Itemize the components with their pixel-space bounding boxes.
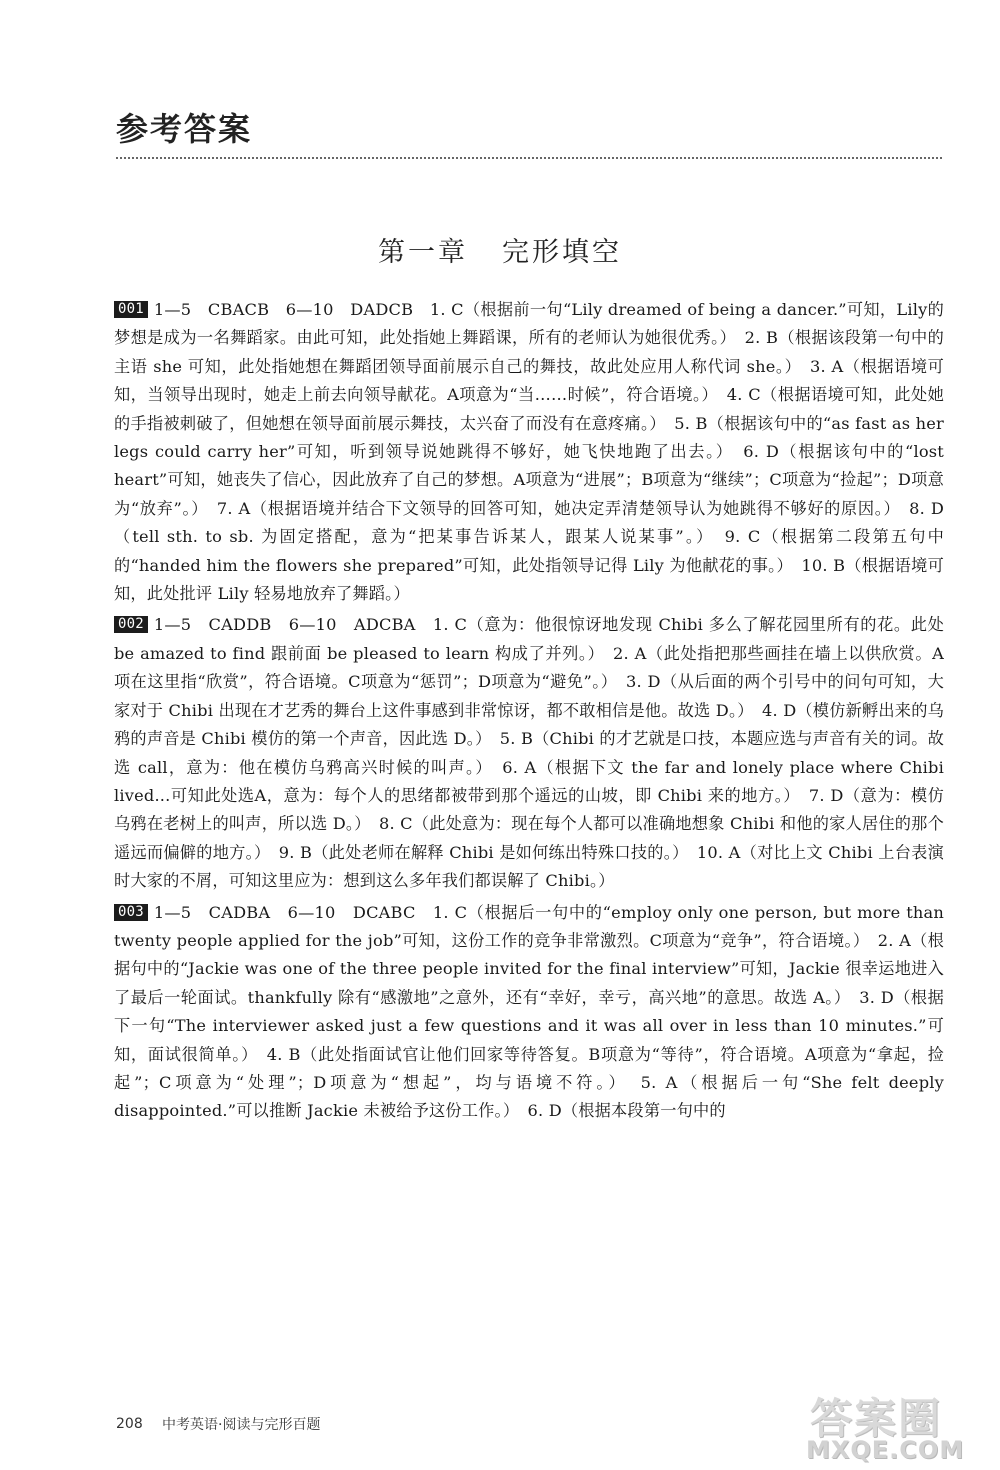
answer-entry-001 — [114, 296, 944, 608]
chapter-name: 完形填空 — [502, 237, 622, 268]
chapter-number: 第一章 — [378, 237, 468, 268]
answer-list — [114, 296, 944, 1126]
title-divider — [116, 157, 942, 159]
page-number: 208 — [116, 1416, 143, 1432]
answer-paragraph — [114, 611, 944, 895]
answer-text: 1—5 CADBA 6—10 DCABC 1. C（根据后一句中的“employ only one person, but more than twenty people applied for the job”可知，这份工作的竞争非常激烈。C项意为“竞争”，符合语境。） 2. A（根据句中的“Jackie was one of the three people invited for the final interview”可知，Jackie 很幸运地进入了最后一轮面试。thankfully 除有“感激地”之意外，还有“幸好，幸亏，高兴地”的意思。故选 A。） 3. D（根据下一句“The interviewer asked just a few questions and it was all over in less than 10 minutes.”可知，面试很简单。） 4. B（此处指面试官让他们回家等待答复。B项意为“等待”，符合语境。A项意为“拿起，捡起”；C项意为“处理”；D项意为“想起”，均与语境不符。） 5. A（根据后一句“She felt deeply disappointed.”可以推断 Jackie 未被给予这份工作。） 6. D（根据本段第一句中的 — [114, 902, 944, 1121]
watermark-chars: 答案圈 — [810, 1394, 943, 1443]
question-number-badge: 003 — [114, 904, 148, 921]
book-title: 中考英语·阅读与完形百题 — [162, 1417, 321, 1433]
answer-entry-002 — [114, 611, 944, 895]
answer-text: 1—5 CBACB 6—10 DADCB 1. C（根据前一句“Lily dreamed of being a dancer.”可知，Lily的梦想是成为一名舞蹈家。由此可知，此处指她上舞蹈课，所有的老师认为她很优秀。） 2. B（根据该段第一句中的主语 she 可知，此处指她想在舞蹈团领导面前展示自己的舞技，故此处应用人称代词 she。） 3. A（根据语境可知，当领导出现时，她走上前去向领导献花。A项意为“当……时候”，符合语境。） 4. C（根据语境可知，此处她的手指被刺破了，但她想在领导面前展示舞技，太兴奋了而没有在意疼痛。） 5. B（根据该句中的“as fast as her legs could carry her”可知，听到领导说她跳得不够好，她飞快地跑了出去。） 6. D（根据该句中的“lost heart”可知，她丧失了信心，因此放弃了自己的梦想。A项意为“进展”；B项意为“继续”；C项意为“捡起”；D项意为“放弃”。） 7. A（根据语境并结合下文领导的回答可知，她决定弄清楚领导认为她跳得不够好的原因。） 8. D（tell sth. to sb. 为固定搭配，意为“把某事告诉某人，跟某人说某事”。） 9. C（根据第二段第五句中的“handed him the flowers she prepared”可知，此处指领导记得 Lily 为他献花的事。） 10. B（根据语境可知，此处批评 Lily 轻易地放弃了舞蹈。） — [114, 300, 944, 604]
question-number-badge: 001 — [114, 301, 148, 318]
watermark-url: MXQE.COM — [806, 1436, 965, 1464]
answer-text: 1—5 CADDB 6—10 ADCBA 1. C（意为：他很惊讶地发现 Chibi 多么了解花园里所有的花。此处 be amazed to find 跟前面 be pleased to learn 构成了并列。） 2. A（此处指把那些画挂在墙上以供欣赏。A项在这里指“欣赏”，符合语境。C项意为“惩罚”；D项意为“避免”。） 3. D（从后面的两个引号中的问句可知，大家对于 Chibi 出现在才艺秀的舞台上这件事感到非常惊讶，都不敢相信是他。故选 D。） 4. D（模仿新孵出来的乌鸦的声音是 Chibi 模仿的第一个声音，因此选 D。） 5. B（Chibi 的才艺就是口技，本题应选与声音有关的词。故选 call，意为：他在模仿乌鸦高兴时候的叫声。） 6. A（根据下文 the far and lonely place where Chibi lived...可知此处选A，意为：每个人的思绪都被带到那个遥远的山坡，即 Chibi 来的地方。） 7. D（意为：模仿乌鸦在老树上的叫声，所以选 D。） 8. C（此处意为：现在每个人都可以准确地想象 Chibi 和他的家人居住的那个遥远而偏僻的地方。） 9. B（此处老师在解释 Chibi 是如何练出特殊口技的。） 10. A（对比上文 Chibi 上台表演时大家的不屑，可知这里应为：想到这么多年我们都误解了 Chibi。） — [114, 615, 944, 891]
question-number-badge: 002 — [114, 616, 148, 633]
answer-entry-003 — [114, 899, 944, 1126]
answer-paragraph — [114, 899, 944, 1126]
page-title: 参考答案 — [116, 110, 253, 148]
chapter-heading — [0, 230, 1000, 269]
watermark-logo — [800, 1386, 996, 1470]
answer-paragraph — [114, 296, 944, 608]
